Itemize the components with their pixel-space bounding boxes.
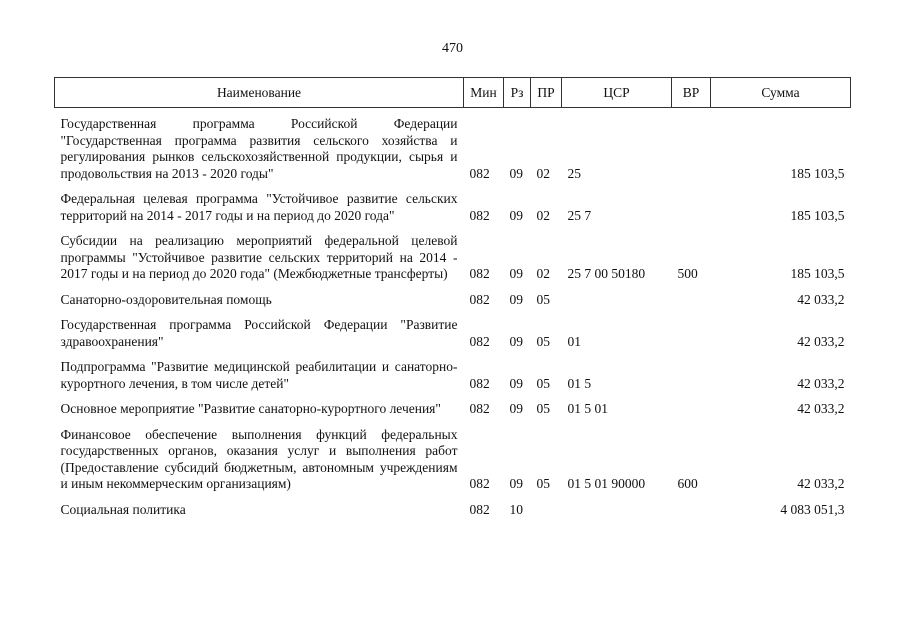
cell-pr — [531, 496, 562, 522]
cell-rz: 09 — [509, 266, 523, 281]
cell-name: Субсидии на реализацию мероприятий федеральной целевой программы "Устойчивое развитие сельских территорий на 2014 - 2017 годы и на период до 2020 года" (Межбюджетные трансферты) — [60, 233, 458, 281]
cell-rz: 09 — [509, 401, 523, 416]
cell-vr — [672, 108, 711, 186]
cell-name: Финансовое обеспечение выполнения функций федеральных государственных органов, оказания услуг и выполнения работ (Предоставление субсидий бюджетным, автономным учреждениям и иным некоммерческим организациям) — [60, 426, 458, 491]
cell-vr — [672, 286, 711, 312]
cell-sum: 42 033,2 — [797, 476, 845, 491]
cell-vr — [672, 496, 711, 522]
cell-sum: 185 103,5 — [790, 165, 845, 181]
cell-pr: 05 — [536, 333, 550, 349]
table-body — [55, 108, 851, 522]
cell-csr: 25 7 — [567, 207, 592, 223]
page-number: 470 — [442, 41, 463, 56]
header-rz: Рз — [504, 78, 531, 108]
cell-sum: 185 103,5 — [790, 266, 845, 281]
cell-pr: 05 — [536, 476, 550, 491]
cell-csr: 01 5 01 90000 — [567, 476, 646, 491]
header-csr: ЦСР — [562, 78, 672, 108]
cell-csr: 25 — [567, 165, 581, 181]
cell-min: 082 — [469, 401, 490, 416]
cell-sum: 4 083 051,3 — [780, 501, 845, 517]
cell-vr: 600 — [677, 476, 698, 491]
cell-min: 082 — [469, 501, 490, 517]
cell-min: 082 — [469, 165, 490, 181]
cell-min: 082 — [469, 375, 490, 391]
cell-vr: 500 — [677, 266, 698, 281]
table-row — [55, 395, 851, 421]
cell-pr: 05 — [536, 401, 550, 416]
cell-name: Основное мероприятие "Развитие санаторно-курортного лечения" — [60, 401, 441, 416]
cell-rz: 09 — [509, 165, 523, 181]
cell-name: Государственная программа Российской Федерации "Государственная программа развития сельского хозяйства и регулирования рынков сельскохозяйственной продукции, сырья и продовольствия на 2013 - 2020 годы" — [60, 116, 458, 181]
cell-sum: 42 033,2 — [797, 401, 845, 416]
budget-table — [54, 77, 851, 521]
cell-name: Государственная программа Российской Федерации "Развитие здравоохранения" — [60, 317, 458, 349]
cell-name: Федеральная целевая программа "Устойчивое развитие сельских территорий на 2014 - 2017 годы и на период до 2020 года" — [60, 191, 458, 223]
cell-vr — [672, 353, 711, 395]
table-row — [55, 496, 851, 522]
table-row — [55, 108, 851, 186]
cell-min: 082 — [469, 266, 490, 281]
cell-name: Санаторно-оздоровительная помощь — [60, 291, 272, 307]
cell-pr: 02 — [536, 266, 550, 281]
table-row — [55, 227, 851, 286]
cell-rz: 10 — [509, 501, 523, 517]
cell-rz: 09 — [509, 333, 523, 349]
cell-pr: 05 — [536, 291, 550, 307]
cell-csr: 25 7 00 50180 — [567, 266, 646, 281]
cell-sum: 185 103,5 — [790, 207, 845, 223]
cell-pr: 02 — [536, 207, 550, 223]
cell-sum: 42 033,2 — [797, 333, 845, 349]
cell-vr — [672, 395, 711, 421]
header-vr: ВР — [672, 78, 711, 108]
cell-rz: 09 — [509, 375, 523, 391]
table-row — [55, 185, 851, 227]
cell-csr — [562, 286, 672, 312]
cell-sum: 42 033,2 — [797, 375, 845, 391]
cell-csr: 01 5 — [567, 375, 592, 391]
header-name: Наименование — [55, 78, 464, 108]
table-row — [55, 311, 851, 353]
header-sum: Сумма — [711, 78, 851, 108]
table-row — [55, 286, 851, 312]
cell-name: Подпрограмма "Развитие медицинской реабилитации и санаторно-курортного лечения, в том числе детей" — [60, 359, 458, 391]
cell-rz: 09 — [509, 291, 523, 307]
cell-csr: 01 5 01 — [567, 401, 608, 416]
cell-rz: 09 — [509, 207, 523, 223]
header-pr: ПР — [531, 78, 562, 108]
cell-min: 082 — [469, 476, 490, 491]
header-min: Мин — [464, 78, 504, 108]
cell-min: 082 — [469, 207, 490, 223]
cell-pr: 02 — [536, 165, 550, 181]
cell-csr — [562, 496, 672, 522]
table-header — [55, 78, 851, 108]
cell-rz: 09 — [509, 476, 523, 491]
cell-vr — [672, 185, 711, 227]
cell-sum: 42 033,2 — [797, 291, 845, 307]
cell-csr: 01 — [567, 333, 581, 349]
table-row — [55, 353, 851, 395]
cell-vr — [672, 311, 711, 353]
table-row — [55, 421, 851, 496]
cell-pr: 05 — [536, 375, 550, 391]
cell-min: 082 — [469, 333, 490, 349]
cell-min: 082 — [469, 291, 490, 307]
cell-name: Социальная политика — [60, 501, 186, 517]
